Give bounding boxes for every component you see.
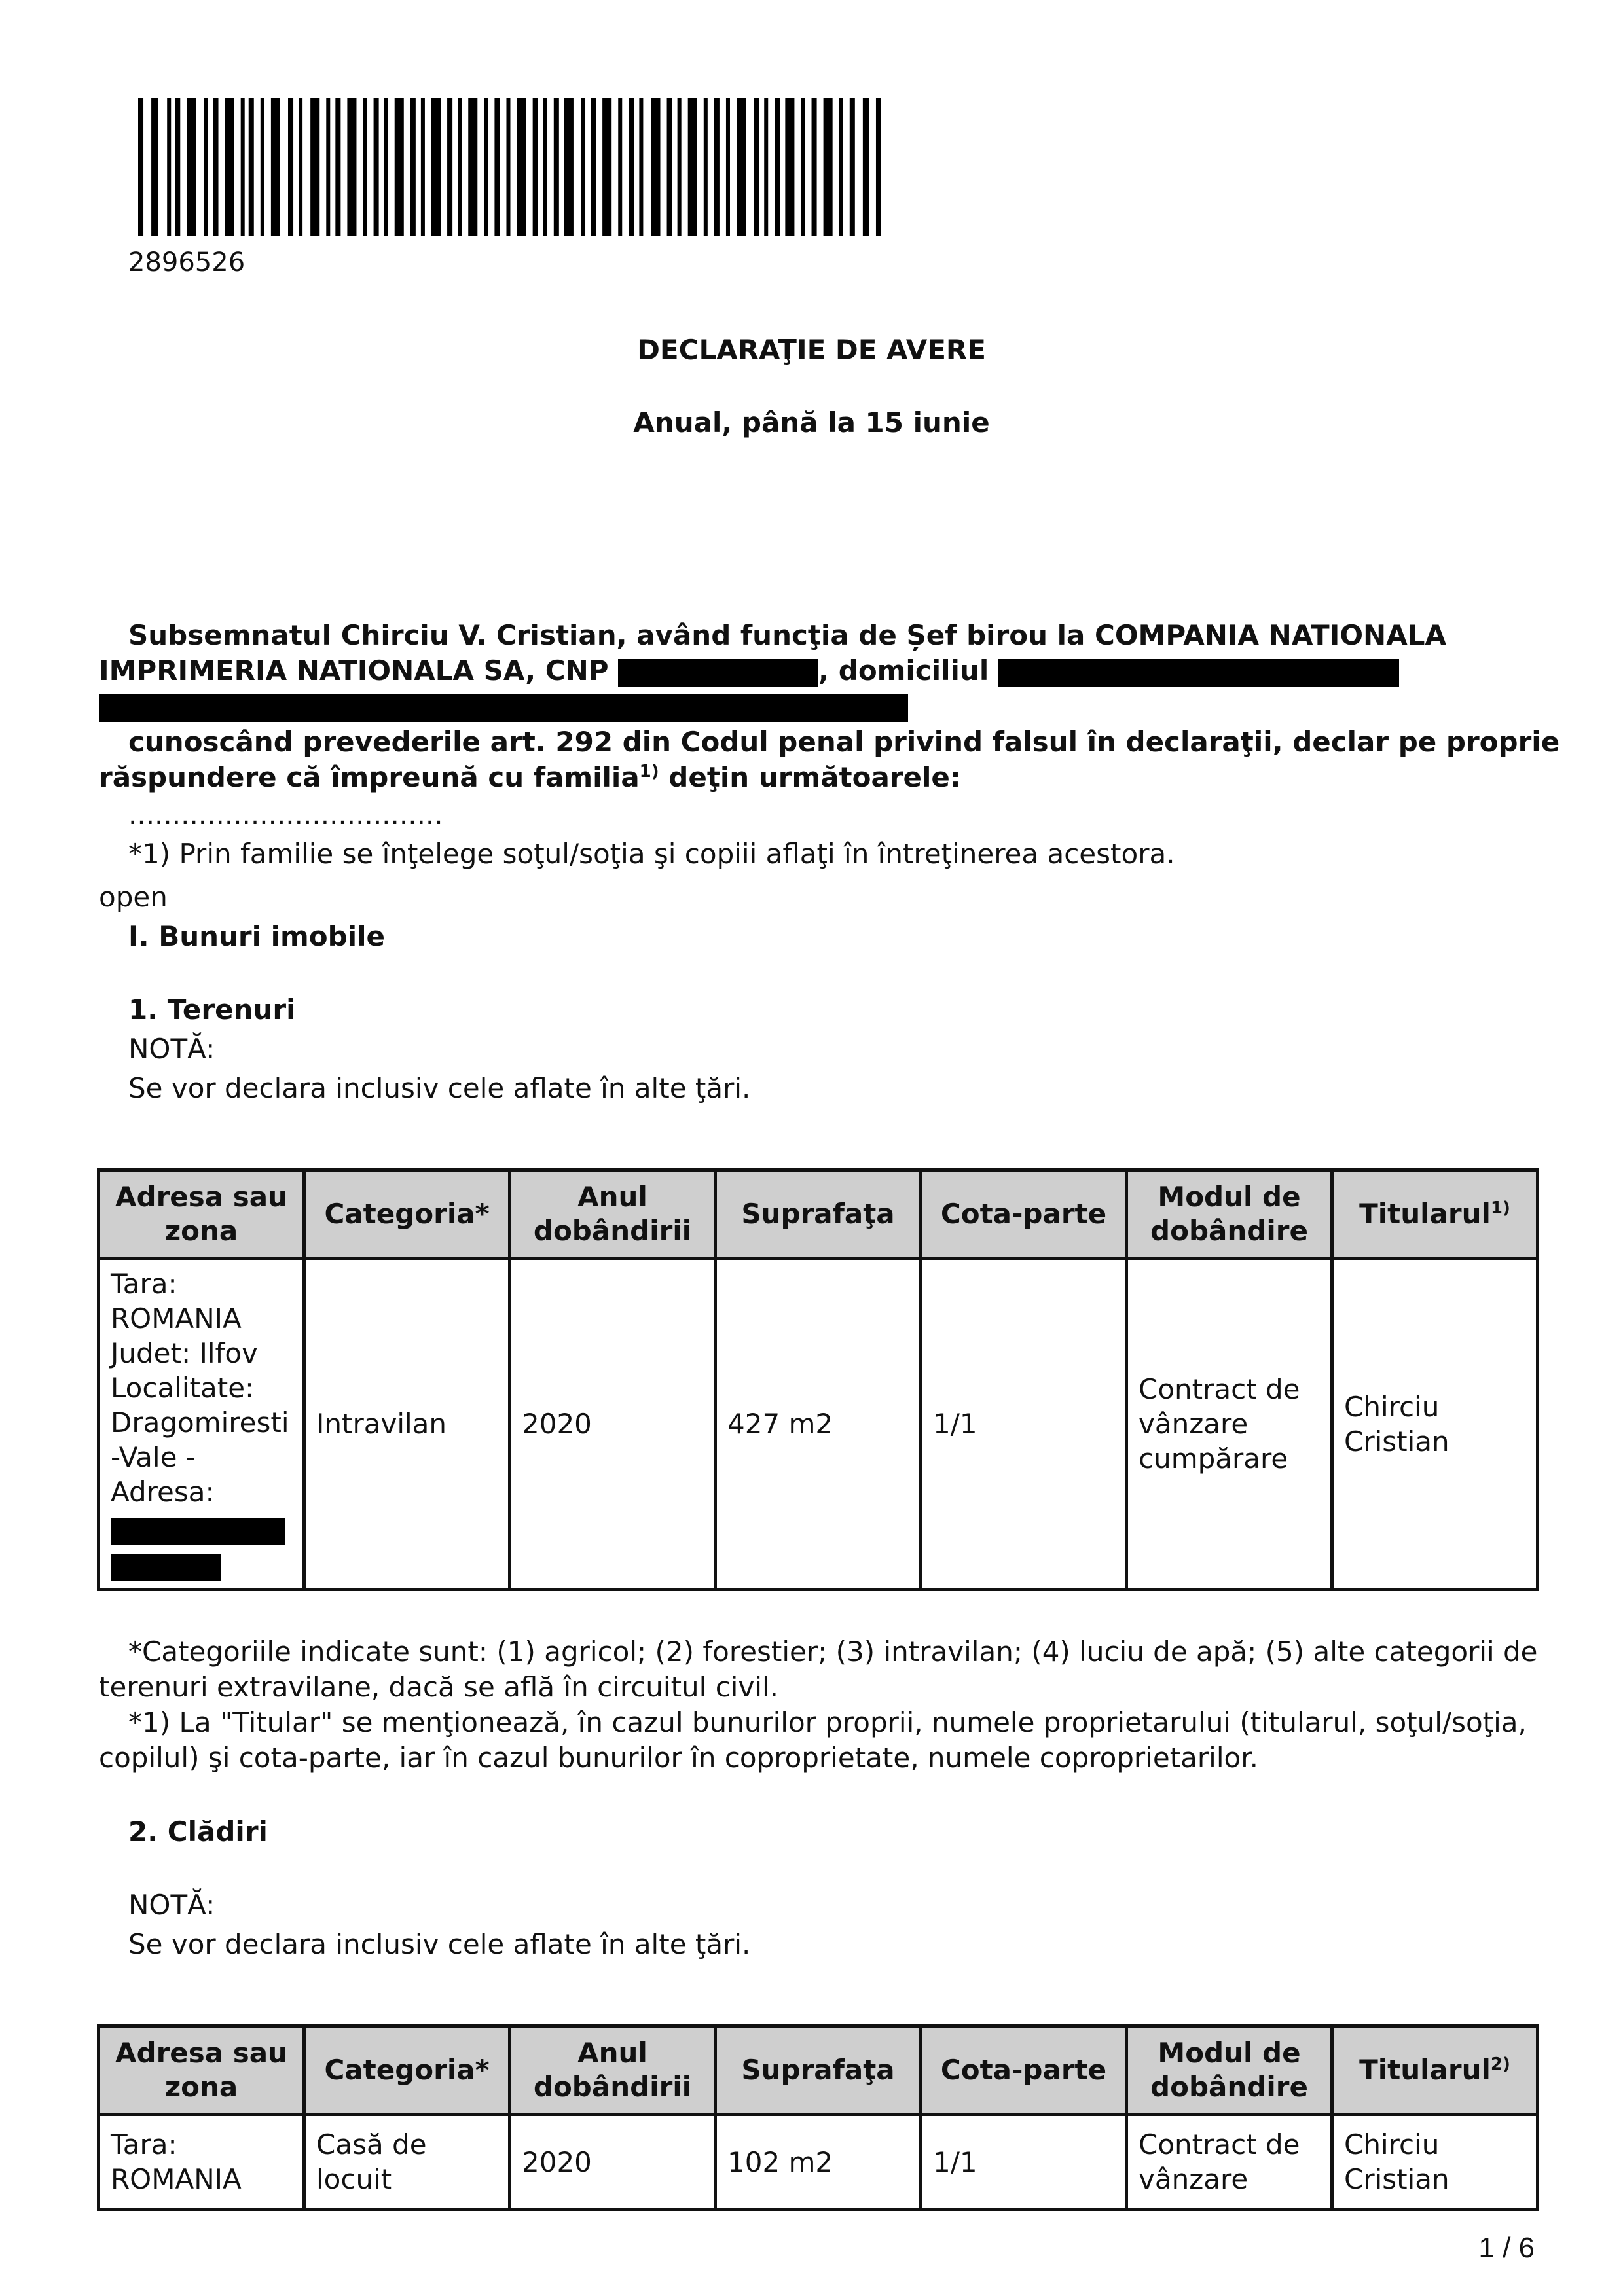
barcode-bar (618, 98, 622, 236)
cell-anul: 2020 (510, 2115, 716, 2210)
barcode-bar (688, 98, 697, 236)
barcode-bar (138, 98, 143, 236)
barcode-bar (824, 98, 833, 236)
terenuri-table (97, 1168, 1539, 1591)
barcode (138, 98, 881, 236)
col-header-anul: Anul dobândirii (510, 2026, 716, 2115)
declarant-line-4: cunoscând prevederile art. 292 din Codul penal privind falsul în declaraţii, declar pe proprie (128, 726, 1560, 758)
barcode-bar (517, 98, 526, 236)
barcode-bar (374, 98, 379, 236)
declarant-line-2 (99, 653, 1399, 689)
barcode-bar (395, 98, 404, 236)
cell-cota: 1/1 (921, 1259, 1127, 1590)
barcode-bar (564, 98, 574, 236)
table-header-row (99, 2026, 1538, 2115)
barcode-bar (431, 98, 441, 236)
barcode-bar (204, 98, 208, 236)
barcode-bar (863, 98, 869, 236)
declarant-possession-text: deţin următoarele: (659, 761, 961, 793)
barcode-bar (347, 98, 356, 236)
categorii-note-line-2: terenuri extravilane, dacă se află în circuitul civil. (99, 1671, 779, 1703)
barcode-bar (421, 98, 425, 236)
table-row (99, 1259, 1538, 1590)
col-header-anul: Anul dobândirii (510, 1170, 716, 1259)
col-header-categoria: Categoria* (304, 2026, 510, 2115)
barcode-bar (554, 98, 559, 236)
barcode-bar (602, 98, 611, 236)
barcode-bar (678, 98, 682, 236)
subsection-heading-terenuri: 1. Terenuri (128, 994, 296, 1026)
barcode-bar (447, 98, 452, 236)
barcode-bar (737, 98, 746, 236)
barcode-bar (533, 98, 538, 236)
redacted-land-address-2 (111, 1554, 221, 1581)
declarant-domicile-label: , domiciliul (818, 655, 989, 687)
document-id: 2896526 (128, 247, 246, 278)
barcode-bar (335, 98, 340, 236)
barcode-bar (812, 98, 817, 236)
barcode-bar (326, 98, 330, 236)
nota-text-2: Se vor declara inclusiv cele aflate în alte ţări. (128, 1928, 751, 1960)
barcode-bar (261, 98, 264, 236)
declarant-line-1: Subsemnatul Chirciu V. Cristian, având funcţia de Șef birou la COMPANIA NATIONALA (128, 619, 1446, 651)
col-header-suprafata: Suprafaţa (716, 2026, 921, 2115)
cell-suprafata: 102 m2 (716, 2115, 921, 2210)
barcode-bar (839, 98, 843, 236)
cell-titular: Chirciu Cristian (1332, 1259, 1538, 1590)
table-row (99, 2115, 1538, 2210)
barcode-bar (213, 98, 219, 236)
document-title: DECLARAŢIE DE AVERE (637, 334, 986, 366)
subsection-heading-cladiri: 2. Clădiri (128, 1816, 268, 1848)
nota-text: Se vor declara inclusiv cele aflate în alte ţări. (128, 1072, 751, 1104)
barcode-bar (764, 98, 768, 236)
nota-label-2: NOTĂ: (128, 1889, 215, 1921)
redacted-address-continued (99, 694, 908, 722)
barcode-bar (288, 98, 293, 236)
categorii-note-line-1: *Categoriile indicate sunt: (1) agricol; (2) forestier; (3) intravilan; (4) luciu de apă; (5) alte categorii de (128, 1636, 1538, 1668)
declarant-employer-cnp: IMPRIMERIA NATIONALA SA, CNP (99, 655, 609, 687)
barcode-bar (187, 98, 196, 236)
barcode-bar (151, 98, 158, 236)
barcode-bar (714, 98, 720, 236)
footnote-ref: 1) (639, 762, 659, 781)
barcode-bar (458, 98, 462, 236)
cell-cota: 1/1 (921, 2115, 1127, 2210)
col-header-titular: Titularul$^{1)}$ (1332, 1170, 1538, 1259)
barcode-bar (850, 98, 855, 236)
barcode-bar (410, 98, 416, 236)
barcode-bar (175, 98, 180, 236)
cell-categoria: Intravilan (304, 1259, 510, 1590)
col-header-adresa: Adresa sau zona (99, 1170, 304, 1259)
declarant-family-text: răspundere că împreună cu familia (99, 761, 640, 793)
section-heading-bunuri-imobile: I. Bunuri imobile (128, 920, 386, 952)
titular-note-line-2: copilul) şi cota-parte, iar în cazul bunurilor în coproprietate, numele coproprietarilor. (99, 1742, 1258, 1774)
barcode-bar (271, 98, 280, 236)
barcode-bar (801, 98, 805, 236)
barcode-bar (754, 98, 759, 236)
col-header-cota: Cota-parte (921, 2026, 1127, 2115)
barcode-bar (667, 98, 672, 236)
barcode-bar (299, 98, 302, 236)
barcode-bar (639, 98, 643, 236)
page-number: 1 / 6 (1478, 2232, 1535, 2264)
redacted-cnp (618, 659, 818, 687)
barcode-bar (704, 98, 708, 236)
barcode-bar (241, 98, 245, 236)
col-header-adresa: Adresa sau zona (99, 2026, 304, 2115)
cell-adresa: Tara: ROMANIA Judet: Ilfov Localitate: Dragomiresti -Vale - Adresa: (99, 1259, 304, 1590)
barcode-bar (785, 98, 794, 236)
barcode-bar (468, 98, 477, 236)
cladiri-table (97, 2024, 1539, 2211)
barcode-bar (726, 98, 730, 236)
barcode-bar (506, 98, 510, 236)
redacted-land-address (111, 1518, 285, 1545)
barcode-bar (494, 98, 500, 236)
barcode-bar (591, 98, 596, 236)
barcode-bar (484, 98, 488, 236)
barcode-bar (363, 98, 367, 236)
cell-adresa: Tara: ROMANIA (99, 2115, 304, 2210)
titular-note-line-1: *1) La "Titular" se menţionează, în cazul bunurilor proprii, numele proprietarului (titularul, soţul/soţia, (128, 1706, 1527, 1738)
open-marker: open (99, 881, 168, 913)
barcode-bar (310, 98, 319, 236)
col-header-modul: Modul de dobândire (1127, 1170, 1332, 1259)
col-header-suprafata: Suprafaţa (716, 1170, 921, 1259)
cell-suprafata: 427 m2 (716, 1259, 921, 1590)
barcode-bar (651, 98, 660, 236)
cell-titular: Chirciu Cristian (1332, 2115, 1538, 2210)
barcode-bar (775, 98, 780, 236)
col-header-categoria: Categoria* (304, 1170, 510, 1259)
family-footnote: *1) Prin familie se înţelege soţul/soţia şi copiii aflaţi în întreţinerea acestora. (128, 838, 1175, 870)
cell-anul: 2020 (510, 1259, 716, 1590)
nota-label: NOTĂ: (128, 1033, 215, 1065)
barcode-bar (384, 98, 388, 236)
barcode-bar (876, 98, 881, 236)
dotted-line: .................................... (128, 798, 443, 831)
barcode-bar (225, 98, 234, 236)
col-header-modul: Modul de dobândire (1127, 2026, 1332, 2115)
cell-categoria: Casă de locuit (304, 2115, 510, 2210)
cell-modul: Contract de vânzare (1127, 2115, 1332, 2210)
document-subtitle: Anual, până la 15 iunie (633, 406, 990, 439)
col-header-cota: Cota-parte (921, 1170, 1127, 1259)
barcode-bar (581, 98, 585, 236)
barcode-bar (629, 98, 634, 236)
barcode-bar (167, 98, 171, 236)
redacted-address (998, 659, 1399, 687)
barcode-bar (543, 98, 547, 236)
barcode-bar (249, 98, 254, 236)
col-header-titular: Titularul$^{2)}$ (1332, 2026, 1538, 2115)
cell-modul: Contract de vânzare cumpărare (1127, 1259, 1332, 1590)
table-header-row (99, 1170, 1538, 1259)
declarant-line-5 (99, 760, 961, 795)
